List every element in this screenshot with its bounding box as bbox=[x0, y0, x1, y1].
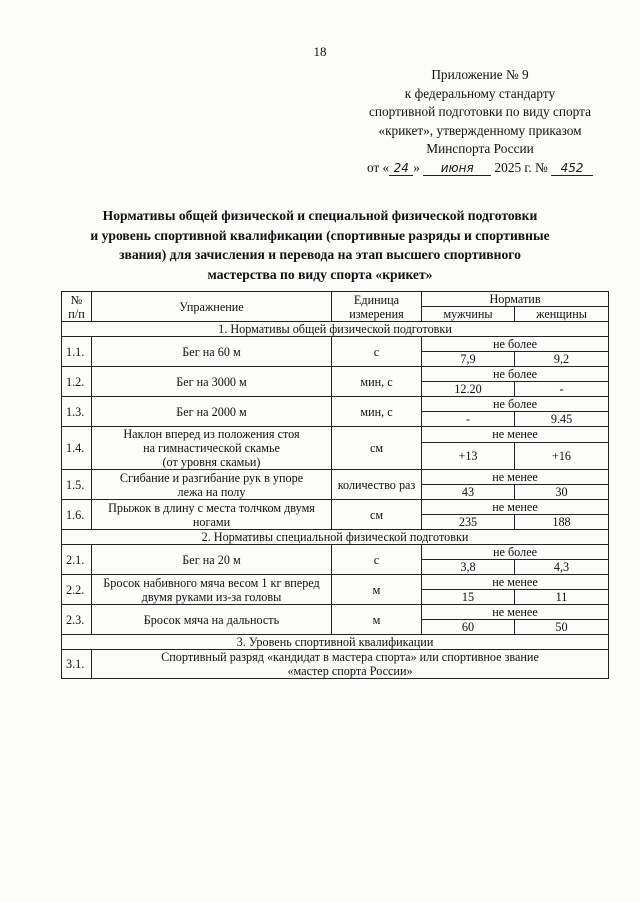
title-line: мастерства по виду спорта «крикет» bbox=[207, 266, 433, 282]
row-number: 2.3. bbox=[62, 605, 92, 635]
order-number: 452 bbox=[551, 161, 593, 176]
header-row bbox=[62, 292, 609, 307]
section-title: 3. Уровень спортивной квалификации bbox=[62, 635, 609, 650]
row-condition: не более bbox=[422, 367, 609, 382]
row-women: 50 bbox=[515, 620, 609, 635]
row-women: 188 bbox=[515, 515, 609, 530]
title-line: звания) для зачисления и перевода на этап высшего спортивного bbox=[119, 247, 521, 262]
row-number: 1.2. bbox=[62, 367, 92, 397]
order-day: 24 bbox=[389, 161, 413, 176]
table-row bbox=[62, 427, 609, 443]
header-men: мужчины bbox=[422, 307, 515, 322]
row-exercise: Бег на 20 м bbox=[92, 545, 332, 575]
row-number: 2.2. bbox=[62, 575, 92, 605]
order-mid: » bbox=[413, 159, 420, 175]
row-unit: количество раз bbox=[332, 470, 422, 500]
table-row bbox=[62, 470, 609, 485]
row-women: 11 bbox=[515, 590, 609, 605]
order-year: 2025 г. № bbox=[494, 159, 548, 175]
appendix-line: к федеральному стандарту bbox=[404, 85, 556, 101]
row-unit: м bbox=[332, 605, 422, 635]
row-women: +16 bbox=[515, 442, 609, 469]
appendix-line: Минспорта России bbox=[426, 141, 534, 156]
row-number: 1.4. bbox=[62, 427, 92, 470]
row-exercise: Бросок набивного мяча весом 1 кг вперед двумя руками из-за головы bbox=[92, 575, 332, 605]
row-exercise: Бег на 60 м bbox=[92, 337, 332, 367]
row-exercise: Бег на 2000 м bbox=[92, 397, 332, 427]
document-title bbox=[60, 206, 580, 284]
row-unit: с bbox=[332, 337, 422, 367]
header-num: № п/п bbox=[62, 292, 92, 322]
row-condition: не более bbox=[422, 545, 609, 560]
appendix-line: спортивной подготовки по виду спорта bbox=[369, 104, 591, 119]
row-men: - bbox=[422, 412, 515, 427]
section-row bbox=[62, 635, 609, 650]
row-women: 30 bbox=[515, 485, 609, 500]
row-condition: не более bbox=[422, 397, 609, 412]
row-condition: не более bbox=[422, 337, 609, 352]
order-month: июня bbox=[423, 161, 491, 176]
row-men: 3,8 bbox=[422, 560, 515, 575]
header-unit: Единица измерения bbox=[332, 292, 422, 322]
page-number: 18 bbox=[313, 44, 327, 59]
row-women: - bbox=[515, 382, 609, 397]
row-unit: см bbox=[332, 500, 422, 530]
row-condition: не менее bbox=[422, 605, 609, 620]
row-women: 4,3 bbox=[515, 560, 609, 575]
row-number: 1.6. bbox=[62, 500, 92, 530]
row-condition: не менее bbox=[422, 575, 609, 590]
section-title: 1. Нормативы общей физической подготовки bbox=[62, 322, 609, 337]
row-exercise: Бег на 3000 м bbox=[92, 367, 332, 397]
row-men: 15 bbox=[422, 590, 515, 605]
row-men: 60 bbox=[422, 620, 515, 635]
row-men: 12.20 bbox=[422, 382, 515, 397]
section-row bbox=[62, 530, 609, 545]
appendix-block bbox=[330, 66, 630, 177]
row-unit: см bbox=[332, 427, 422, 470]
row-exercise: Сгибание и разгибание рук в упоре лежа на полу bbox=[92, 470, 332, 500]
row-unit: мин, с bbox=[332, 367, 422, 397]
row-men: 43 bbox=[422, 485, 515, 500]
title-line: и уровень спортивной квалификации (спортивные разряды и спортивные bbox=[90, 227, 550, 243]
section-row bbox=[62, 322, 609, 337]
row-men: 235 bbox=[422, 515, 515, 530]
row-men: 7,9 bbox=[422, 352, 515, 367]
row-unit: м bbox=[332, 575, 422, 605]
row-exercise: Прыжок в длину с места толчком двумя ногами bbox=[92, 500, 332, 530]
appendix-line: «крикет», утвержденному приказом bbox=[378, 122, 582, 138]
table-row bbox=[62, 575, 609, 590]
section-title: 2. Нормативы специальной физической подготовки bbox=[62, 530, 609, 545]
appendix-line: Приложение № 9 bbox=[431, 67, 529, 82]
row-exercise: Бросок мяча на дальность bbox=[92, 605, 332, 635]
title-line: Нормативы общей физической и специальной физической подготовки bbox=[102, 208, 538, 223]
qualification-text: Спортивный разряд «кандидат в мастера спорта» или спортивное звание «мастер спорта России» bbox=[92, 650, 609, 679]
row-condition: не менее bbox=[422, 427, 609, 443]
row-number: 3.1. bbox=[62, 650, 92, 679]
table-row bbox=[62, 337, 609, 352]
row-number: 1.1. bbox=[62, 337, 92, 367]
norms-table bbox=[61, 291, 609, 679]
row-number: 1.3. bbox=[62, 397, 92, 427]
table-row bbox=[62, 545, 609, 560]
table-row bbox=[62, 367, 609, 382]
table-row bbox=[62, 650, 609, 679]
row-unit: с bbox=[332, 545, 422, 575]
header-norm: Норматив bbox=[422, 292, 609, 307]
header-women: женщины bbox=[515, 307, 609, 322]
table-row bbox=[62, 605, 609, 620]
row-condition: не менее bbox=[422, 500, 609, 515]
row-women: 9,2 bbox=[515, 352, 609, 367]
row-condition: не менее bbox=[422, 470, 609, 485]
row-men: +13 bbox=[422, 442, 515, 469]
header-exercise: Упражнение bbox=[92, 292, 332, 322]
table-row bbox=[62, 397, 609, 412]
row-number: 1.5. bbox=[62, 470, 92, 500]
order-line bbox=[330, 159, 630, 178]
order-prefix: от « bbox=[366, 159, 390, 175]
row-women: 9.45 bbox=[515, 412, 609, 427]
row-exercise: Наклон вперед из положения стоя на гимнастической скамье (от уровня скамьи) bbox=[92, 427, 332, 470]
table-row bbox=[62, 500, 609, 515]
row-unit: мин, с bbox=[332, 397, 422, 427]
row-number: 2.1. bbox=[62, 545, 92, 575]
